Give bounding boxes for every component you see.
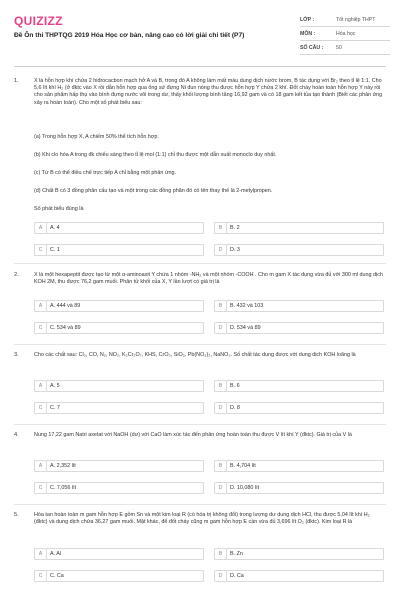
option-a[interactable] xyxy=(34,300,204,312)
option-d[interactable] xyxy=(214,244,384,256)
meta-key: LỚP : xyxy=(300,16,315,23)
question-divider xyxy=(14,344,386,345)
option-letter: B xyxy=(215,381,227,391)
statement-a: (a) Trong hỗn hợp X, A chiếm 50% thể tích hỗn hợp. xyxy=(34,134,159,140)
option-letter: D xyxy=(215,571,227,581)
question-text: Hòa tan hoàn toàn m gam hỗn hợp E gồm Sn và một kim loại R (có hóa trị không đổi) trong lượng dư dung dịch HCl, thu được 5,04 lít khí H₂ (đktc) và dung dịch chứa 36,27 gam muối. Mặt khác, để đốt cháy cũng m gam hỗn hợp E cần vừa đủ 3,696 lít O₂ (đktc). Kim loại R là xyxy=(34,512,370,526)
option-a[interactable] xyxy=(34,222,204,234)
option-c[interactable] xyxy=(34,402,204,414)
option-d[interactable] xyxy=(214,402,384,414)
question-divider xyxy=(14,504,386,505)
option-letter: B xyxy=(215,549,227,559)
option-text: A. 2,352 lít xyxy=(50,463,76,469)
option-text: C. 534 và 89 xyxy=(50,325,81,331)
question-number: 4. xyxy=(14,432,19,438)
option-letter: B xyxy=(215,223,227,233)
option-letter: A xyxy=(35,301,47,311)
option-text: A. Al xyxy=(50,551,62,557)
option-letter: B xyxy=(215,461,227,471)
option-text: D. Ca xyxy=(230,573,244,579)
statement-b: (b) Khi clo hóa A trong đk chiếu sáng theo tỉ lệ mol (1:1) chỉ thu được một dẫn xuất monoclo duy nhất. xyxy=(34,152,277,158)
meta-value: Hóa học xyxy=(336,30,356,37)
option-letter: A xyxy=(35,223,47,233)
statement-c: (c) Từ B có thể điều chế trực tiếp A chỉ bằng một phản ứng. xyxy=(34,170,176,176)
option-b[interactable] xyxy=(214,548,384,560)
meta-table xyxy=(300,13,390,55)
option-text: D. 534 và 89 xyxy=(230,325,261,331)
option-b[interactable] xyxy=(214,380,384,392)
question-5 xyxy=(14,512,386,598)
option-c[interactable] xyxy=(34,322,204,334)
option-letter: C xyxy=(35,323,47,333)
option-c[interactable] xyxy=(34,570,204,582)
question-text: X là hỗn hợp khí chứa 2 hiđrocacbon mạch hở A và B, trong đó A không làm mất màu dung dịch nước brom, B tác dụng với Br₂ theo tỉ lệ 1:1. Cho 5,6 lít khí H₂ (ở đktc vào X rồi dẫn hỗn hợp qua ống sứ đựng Ni đun nóng thu được hỗn hợp Y chứa 2 khí. Đốt cháy hoàn toàn hỗn hợp Y này rồi cho sản phẩm hấp thụ vào bình đựng nước vôi trong dư, thấy khối lượng bình tăng 16,92 gam và có 18 gam kết tủa tạo thành (Biết các phản ứng xảy ra hoàn toàn). Cho một số phát biểu sau: xyxy=(34,78,383,106)
meta-key: MÔN : xyxy=(300,30,316,37)
option-letter: C xyxy=(35,571,47,581)
meta-value: 50 xyxy=(336,44,342,51)
question-text: Cho các chất sau: Cl₂, CO, N₂, NO₂, K₂Cr₂O₇, KHS, CrO₃, SiO₂, Pb(NO₃)₂, NaNO₃. Số chất tác dụng được với dung dịch KOH loãng là xyxy=(34,352,356,358)
header-divider xyxy=(14,66,386,67)
option-letter: A xyxy=(35,461,47,471)
option-text: C. 7,056 lít xyxy=(50,485,77,491)
meta-row-count xyxy=(300,41,390,55)
option-a[interactable] xyxy=(34,380,204,392)
option-d[interactable] xyxy=(214,322,384,334)
option-text: A. 444 và 89 xyxy=(50,303,81,309)
question-2 xyxy=(14,272,386,346)
option-text: B. 2 xyxy=(230,225,240,231)
option-text: A. 5 xyxy=(50,383,60,389)
option-text: B. 6 xyxy=(230,383,240,389)
option-text: C. 7 xyxy=(50,405,60,411)
option-letter: A xyxy=(35,381,47,391)
option-text: C. Ca xyxy=(50,573,64,579)
option-letter: D xyxy=(215,403,227,413)
option-c[interactable] xyxy=(34,244,204,256)
option-b[interactable] xyxy=(214,222,384,234)
option-b[interactable] xyxy=(214,460,384,472)
question-text: Nung 17,22 gam Natri axetat với NaOH (dư) với CaO làm xúc tác đến phản ứng hoàn toàn thu được V lít khí Y (đktc). Giá trị của V là xyxy=(34,432,352,438)
option-a[interactable] xyxy=(34,548,204,560)
option-letter: D xyxy=(215,483,227,493)
meta-row-subject xyxy=(300,27,390,41)
option-text: B. 4,704 lít xyxy=(230,463,256,469)
meta-row-class xyxy=(300,13,390,27)
option-d[interactable] xyxy=(214,570,384,582)
question-divider xyxy=(14,263,386,264)
option-text: B. 432 và 103 xyxy=(230,303,264,309)
meta-key: SỐ CÂU : xyxy=(300,44,324,51)
statement-d: (d) Chất B có 3 đồng phân cấu tạo và một trong các đồng phân đó có tên thay thế là 2-metylpropen. xyxy=(34,188,273,194)
quizizz-logo: QUIZIZZ xyxy=(14,14,63,28)
option-letter: C xyxy=(35,483,47,493)
meta-value: Tốt nghiệp THPT xyxy=(336,16,376,23)
option-text: D. 10,080 lít xyxy=(230,485,260,491)
option-letter: C xyxy=(35,403,47,413)
option-letter: C xyxy=(35,245,47,255)
option-letter: D xyxy=(215,245,227,255)
question-number: 2. xyxy=(14,272,19,278)
question-4 xyxy=(14,432,386,506)
question-number: 1. xyxy=(14,78,19,84)
option-text: B. Zn xyxy=(230,551,243,557)
question-divider xyxy=(14,424,386,425)
option-letter: B xyxy=(215,301,227,311)
option-d[interactable] xyxy=(214,482,384,494)
document-title: Đề Ôn thi THPTQG 2019 Hóa Học cơ bản, nâng cao có lời giải chi tiết (P7) xyxy=(14,32,245,39)
question-number: 3. xyxy=(14,352,19,358)
option-letter: D xyxy=(215,323,227,333)
question-prompt: Số phát biểu đúng là xyxy=(34,206,84,212)
option-letter: A xyxy=(35,549,47,559)
question-number: 5. xyxy=(14,512,19,518)
option-c[interactable] xyxy=(34,482,204,494)
question-1 xyxy=(14,78,386,268)
option-text: A. 4 xyxy=(50,225,60,231)
option-text: C. 1 xyxy=(50,247,60,253)
question-text: X là một hexapeptit được tạo từ một α-aminoaxit Y chứa 1 nhóm -NH₂ và một nhóm -COOH . Cho m gam X tác dụng vừa đủ với 300 ml dung dịch KOH 2M, thu được 76,2 gam muối. Phân tử khối của X, Y lần lượt có giá trị là xyxy=(34,272,383,286)
option-b[interactable] xyxy=(214,300,384,312)
option-a[interactable] xyxy=(34,460,204,472)
question-3 xyxy=(14,352,386,426)
option-text: D. 8 xyxy=(230,405,240,411)
option-text: D. 3 xyxy=(230,247,240,253)
